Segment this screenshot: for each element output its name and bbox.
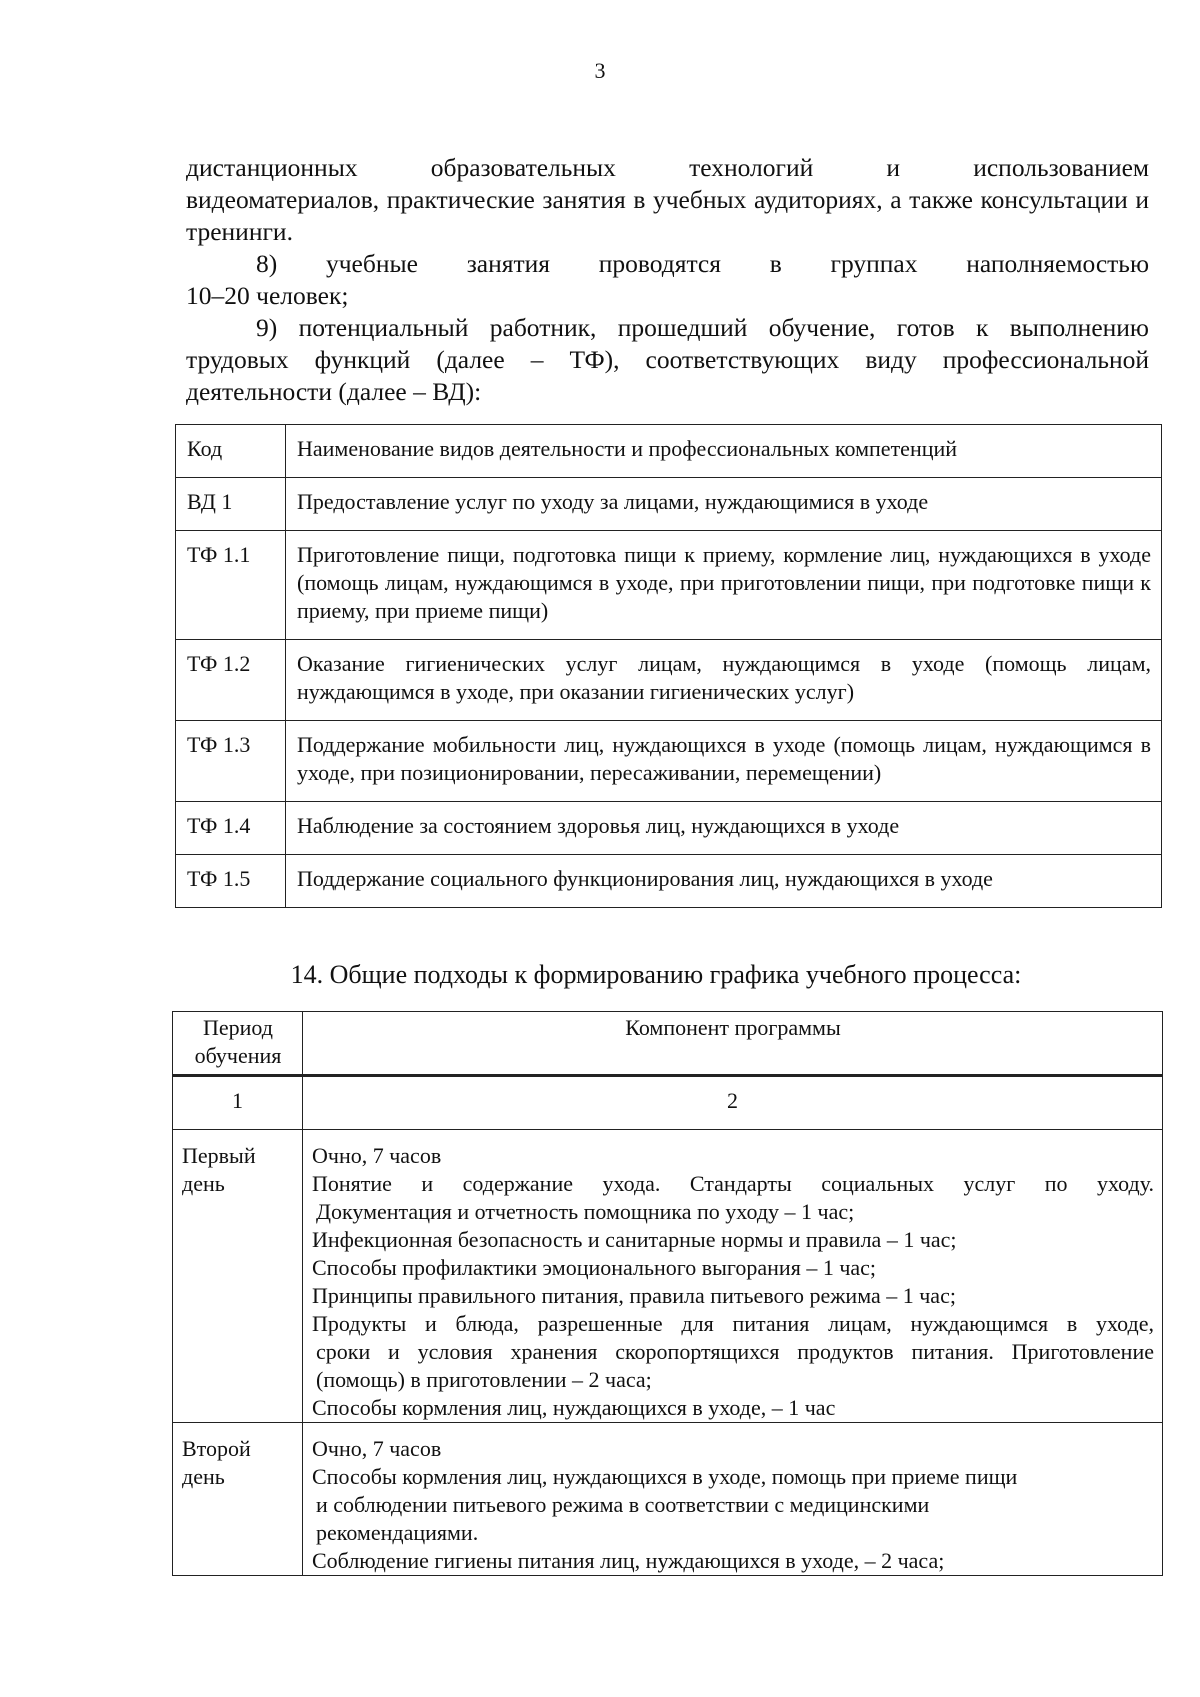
row-code: ТФ 1.5: [176, 855, 286, 908]
section-14-title: 14. Общие подходы к формированию графика учебного процесса:: [290, 960, 1022, 989]
continued-paragraph: [186, 152, 1149, 248]
schedule-row-day1: [173, 1130, 1163, 1423]
row-code: ТФ 1.1: [176, 531, 286, 640]
continued-paragraph-line1: дистанционных образовательных технологий и использованием: [186, 153, 1150, 182]
row-code: ТФ 1.3: [176, 721, 286, 802]
intro-paragraphs: [186, 152, 1149, 408]
header-name: Наименование видов деятельности и профессиональных компетенций: [286, 425, 1162, 478]
row-code: ТФ 1.4: [176, 802, 286, 855]
header-code: Код: [176, 425, 286, 478]
schedule-header-row: [173, 1012, 1163, 1076]
row-name: Приготовление пищи, подготовка пищи к приему, кормление лиц, нуждающихся в уходе (помощь лицам, нуждающимся в уходе, при приготовлении пищи, при подготовке пищи к приему, при приеме пищи): [286, 531, 1162, 640]
row-name: Предоставление услуг по уходу за лицами, нуждающимися в уходе: [286, 478, 1162, 531]
day1-content: Очно, 7 часов Понятие и содержание ухода. Стандарты социальных услуг по уходу. Документация и отчетность помощника по уходу – 1 час; Инфекционная безопасность и санитарные нормы и правила – 1 час; Способы профилактики эмоционального выгорания – 1 час; Принципы правильного питания, правила питьевого режима – 1 час; Продукты и блюда, разрешенные для питания лицам, нуждающимся в уходе, сроки и условия хранения скоропортящихся продуктов питания. Приготовление (помощь) в приготовлении – 2 часа; Способы кормления лиц, нуждающихся в уходе, – 1 час: [303, 1130, 1163, 1423]
day2-content: Очно, 7 часов Способы кормления лиц, нуждающихся в уходе, помощь при приеме пищи и соблюдении питьевого режима в соответствии с медицинскими рекомендациями. Соблюдение гигиены питания лиц, нуждающихся в уходе, – 2 часа;: [303, 1423, 1163, 1576]
table-row: [176, 640, 1162, 721]
competency-table: [175, 424, 1162, 908]
header-component: Компонент программы: [303, 1012, 1163, 1076]
table-row: [176, 478, 1162, 531]
table-header-row: [176, 425, 1162, 478]
schedule-row-day2: [173, 1423, 1163, 1576]
row-name: Поддержание мобильности лиц, нуждающихся в уходе (помощь лицам, нуждающимся в уходе, при позиционировании, пересаживании, перемещении): [286, 721, 1162, 802]
continued-paragraph-rest: видеоматериалов, практические занятия в учебных аудиториях, а также консультации и тренинги.: [186, 185, 1149, 246]
day2-period: Второй день: [173, 1423, 303, 1576]
list-item-8-cont: 10–20 человек;: [186, 281, 349, 310]
schedule-table: [172, 1011, 1163, 1576]
table-row: [176, 802, 1162, 855]
column-number-2: 2: [303, 1076, 1163, 1130]
row-name: Оказание гигиенических услуг лицам, нуждающимся в уходе (помощь лицам, нуждающимся в уходе, при оказании гигиенических услуг): [286, 640, 1162, 721]
row-code: ВД 1: [176, 478, 286, 531]
row-name: Наблюдение за состоянием здоровья лиц, нуждающихся в уходе: [286, 802, 1162, 855]
schedule-number-row: [173, 1076, 1163, 1130]
table-row: [176, 531, 1162, 640]
table-row: [176, 721, 1162, 802]
list-item-8: 8) учебные занятия проводятся в группах наполняемостью: [256, 249, 1149, 278]
table-row: [176, 855, 1162, 908]
day1-period: Первый день: [173, 1130, 303, 1423]
row-name: Поддержание социального функционирования лиц, нуждающихся в уходе: [286, 855, 1162, 908]
list-item-9: 9) потенциальный работник, прошедший обучение, готов к выполнению трудовых функций (далее – ТФ), соответствующих виду профессиональной деятельности (далее – ВД):: [186, 313, 1149, 406]
page-number: 3: [594, 58, 606, 83]
row-code: ТФ 1.2: [176, 640, 286, 721]
column-number-1: 1: [173, 1076, 303, 1130]
header-period: Период обучения: [173, 1012, 303, 1076]
